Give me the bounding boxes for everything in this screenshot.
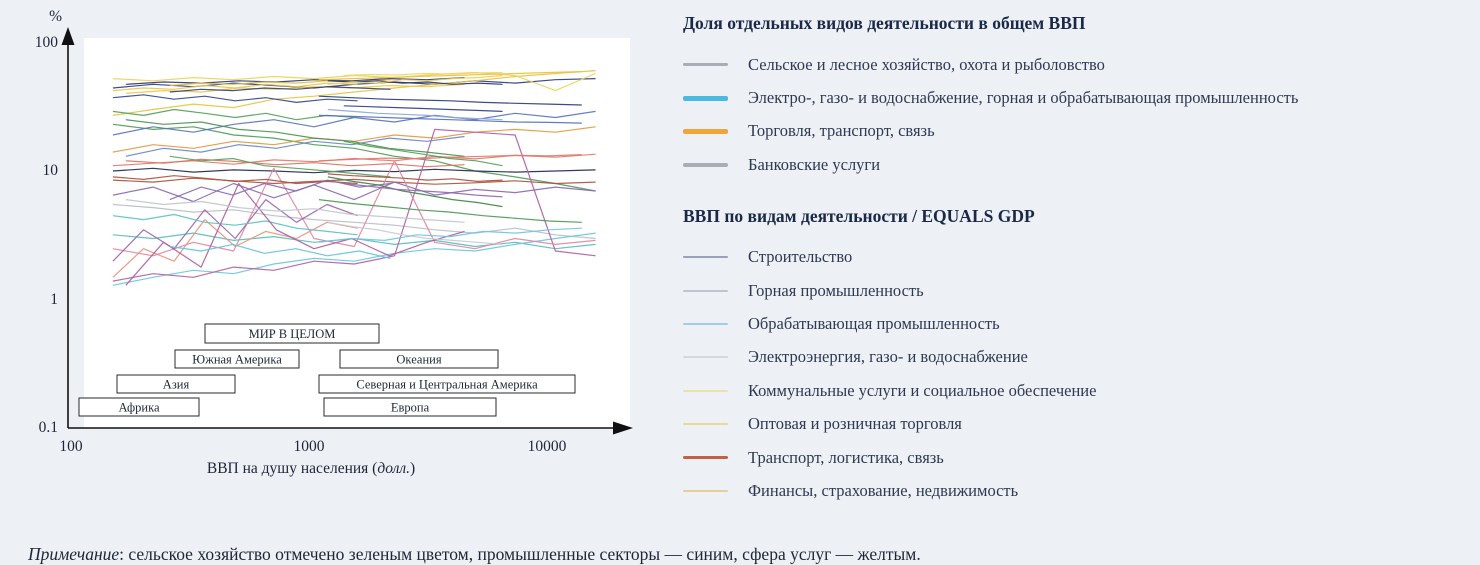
- note-label: Примечание: [28, 543, 120, 564]
- legend-swatch-line: [683, 163, 728, 167]
- legend-item: [683, 341, 1473, 374]
- legend-swatch-line: [683, 63, 728, 66]
- legend-swatch-line: [683, 256, 728, 258]
- legend-item: [683, 115, 1473, 148]
- chart-canvas: [0, 0, 660, 490]
- legend-item: [683, 474, 1473, 507]
- y-tick-label: 10: [42, 162, 58, 179]
- y-tick-label: 0.1: [38, 419, 58, 436]
- legend-item-label: Коммунальные услуги и социальное обеспечение: [748, 380, 1097, 400]
- note-text: : сельское хозяйство отмечено зеленым цветом, промышленные секторы — синим, сфера услуг — желтым.: [119, 543, 921, 564]
- legend-swatch-line: [683, 290, 728, 292]
- legend-item-label: Торговля, транспорт, связь: [748, 121, 935, 141]
- legend-item: [683, 81, 1473, 114]
- legend-item: [683, 274, 1473, 307]
- region-label: Океания: [396, 352, 442, 367]
- legend-swatch-line: [683, 356, 728, 358]
- region-label: Северная и Центральная Америка: [356, 377, 538, 392]
- y-axis-unit: %: [49, 8, 62, 25]
- legend-section2-title: ВВП по видам деятельности / EQUALS GDP: [683, 205, 1035, 226]
- legend-item-label: Финансы, страхование, недвижимость: [748, 480, 1019, 500]
- legend-item-label: Электроэнергия, газо- и водоснабжение: [748, 347, 1028, 367]
- gdp-share-scatter-chart: [0, 0, 660, 490]
- y-tick-label: 1: [50, 291, 58, 308]
- x-tick-label: 100: [59, 438, 83, 455]
- legend-item-label: Горная промышленность: [748, 280, 924, 300]
- chart-legend: [683, 13, 1473, 508]
- legend-item-label: Оптовая и розничная торговля: [748, 414, 962, 434]
- legend-section2-items: [683, 241, 1473, 508]
- region-label: МИР В ЦЕЛОМ: [248, 327, 336, 341]
- region-label: Азия: [162, 377, 190, 392]
- legend-swatch-line: [683, 490, 728, 492]
- y-tick-label: 100: [34, 34, 58, 51]
- x-tick-label: 1000: [293, 438, 325, 455]
- legend-item: [683, 241, 1473, 274]
- x-axis-label: ВВП на душу населения (долл.): [206, 460, 416, 477]
- legend-section1-title: Доля отдельных видов деятельности в общем ВВП: [683, 13, 1086, 33]
- legend-item: [683, 48, 1473, 81]
- chart-note: [28, 544, 921, 565]
- region-label: Европа: [390, 400, 430, 415]
- region-label: Южная Америка: [192, 352, 282, 367]
- legend-swatch-line: [683, 129, 728, 134]
- legend-item-label: Сельское и лесное хозяйство, охота и рыболовство: [748, 54, 1105, 74]
- legend-swatch-line: [683, 96, 728, 101]
- legend-swatch-line: [683, 423, 728, 425]
- legend-item: [683, 307, 1473, 340]
- legend-swatch-line: [683, 323, 728, 325]
- legend-item: [683, 374, 1473, 407]
- legend-item-label: Электро-, газо- и водоснабжение, горная и обрабатывающая промышленность: [748, 88, 1299, 108]
- legend-item-label: Транспорт, логистика, связь: [748, 447, 944, 467]
- region-label: Африка: [118, 400, 160, 415]
- legend-swatch-line: [683, 390, 728, 392]
- legend-item-label: Банковские услуги: [748, 154, 881, 174]
- legend-item: [683, 408, 1473, 441]
- legend-item-label: Обрабатывающая промышленность: [748, 314, 1000, 334]
- legend-swatch-line: [683, 456, 728, 459]
- legend-section1-items: [683, 48, 1473, 182]
- legend-item: [683, 441, 1473, 474]
- x-tick-label: 10000: [527, 438, 567, 455]
- legend-item: [683, 148, 1473, 181]
- legend-item-label: Строительство: [748, 247, 853, 267]
- y-axis-arrow: [62, 27, 75, 45]
